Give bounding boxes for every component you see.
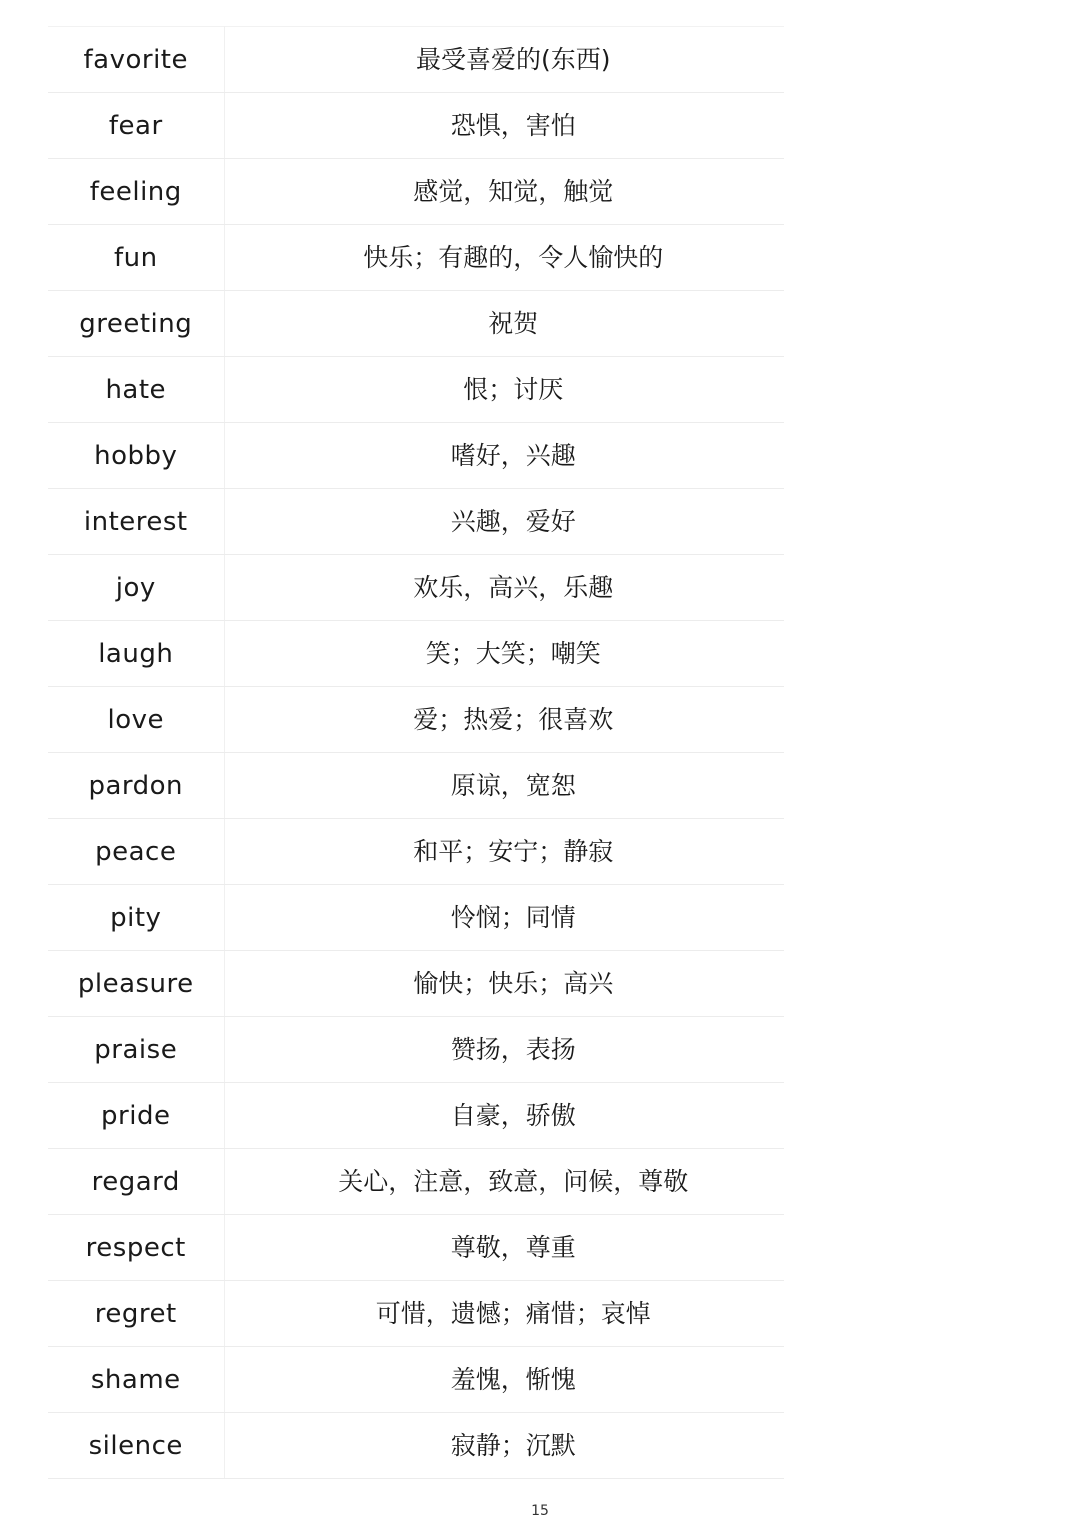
- meaning-cell: 可惜，遗憾；痛惜；哀悼: [224, 1281, 784, 1347]
- table-row: [48, 93, 784, 159]
- table-row: [48, 489, 784, 555]
- word-cell: respect: [48, 1215, 224, 1281]
- table-row: [48, 1347, 784, 1413]
- word-cell: favorite: [48, 27, 224, 93]
- table-row: [48, 159, 784, 225]
- meaning-cell: 自豪，骄傲: [224, 1083, 784, 1149]
- meaning-cell: 快乐；有趣的，令人愉快的: [224, 225, 784, 291]
- meaning-cell: 愉快；快乐；高兴: [224, 951, 784, 1017]
- word-cell: interest: [48, 489, 224, 555]
- word-cell: pleasure: [48, 951, 224, 1017]
- table-row: [48, 885, 784, 951]
- meaning-cell: 寂静；沉默: [224, 1413, 784, 1479]
- word-cell: praise: [48, 1017, 224, 1083]
- table-row: [48, 291, 784, 357]
- table-row: [48, 1017, 784, 1083]
- meaning-cell: 羞愧，惭愧: [224, 1347, 784, 1413]
- word-cell: pardon: [48, 753, 224, 819]
- table-row: [48, 1083, 784, 1149]
- word-cell: pity: [48, 885, 224, 951]
- page-number: 15: [531, 1503, 549, 1519]
- word-cell: fear: [48, 93, 224, 159]
- meaning-cell: 嗜好，兴趣: [224, 423, 784, 489]
- meaning-cell: 感觉，知觉，触觉: [224, 159, 784, 225]
- meaning-cell: 原谅，宽恕: [224, 753, 784, 819]
- meaning-cell: 兴趣，爱好: [224, 489, 784, 555]
- meaning-cell: 恐惧，害怕: [224, 93, 784, 159]
- meaning-cell: 恨；讨厌: [224, 357, 784, 423]
- word-cell: love: [48, 687, 224, 753]
- word-cell: peace: [48, 819, 224, 885]
- table-row: [48, 687, 784, 753]
- word-cell: pride: [48, 1083, 224, 1149]
- meaning-cell: 最受喜爱的(东西): [224, 27, 784, 93]
- meaning-cell: 爱；热爱；很喜欢: [224, 687, 784, 753]
- table-row: [48, 1413, 784, 1479]
- meaning-cell: 祝贺: [224, 291, 784, 357]
- word-cell: fun: [48, 225, 224, 291]
- meaning-cell: 尊敬，尊重: [224, 1215, 784, 1281]
- word-cell: joy: [48, 555, 224, 621]
- word-cell: laugh: [48, 621, 224, 687]
- word-cell: shame: [48, 1347, 224, 1413]
- meaning-cell: 欢乐，高兴，乐趣: [224, 555, 784, 621]
- table-row: [48, 357, 784, 423]
- table-row: [48, 555, 784, 621]
- table-row: [48, 753, 784, 819]
- word-cell: greeting: [48, 291, 224, 357]
- table-row: [48, 621, 784, 687]
- table-row: [48, 1149, 784, 1215]
- word-cell: regret: [48, 1281, 224, 1347]
- table-row: [48, 1281, 784, 1347]
- meaning-cell: 怜悯；同情: [224, 885, 784, 951]
- word-cell: hobby: [48, 423, 224, 489]
- table-row: [48, 225, 784, 291]
- word-cell: feeling: [48, 159, 224, 225]
- word-cell: hate: [48, 357, 224, 423]
- meaning-cell: 和平；安宁；静寂: [224, 819, 784, 885]
- table-row: [48, 27, 784, 93]
- table-row: [48, 423, 784, 489]
- word-cell: regard: [48, 1149, 224, 1215]
- table-row: [48, 951, 784, 1017]
- meaning-cell: 笑；大笑；嘲笑: [224, 621, 784, 687]
- vocabulary-table: [48, 26, 784, 1479]
- word-cell: silence: [48, 1413, 224, 1479]
- table-row: [48, 1215, 784, 1281]
- table-row: [48, 819, 784, 885]
- meaning-cell: 关心，注意，致意，问候，尊敬: [224, 1149, 784, 1215]
- meaning-cell: 赞扬，表扬: [224, 1017, 784, 1083]
